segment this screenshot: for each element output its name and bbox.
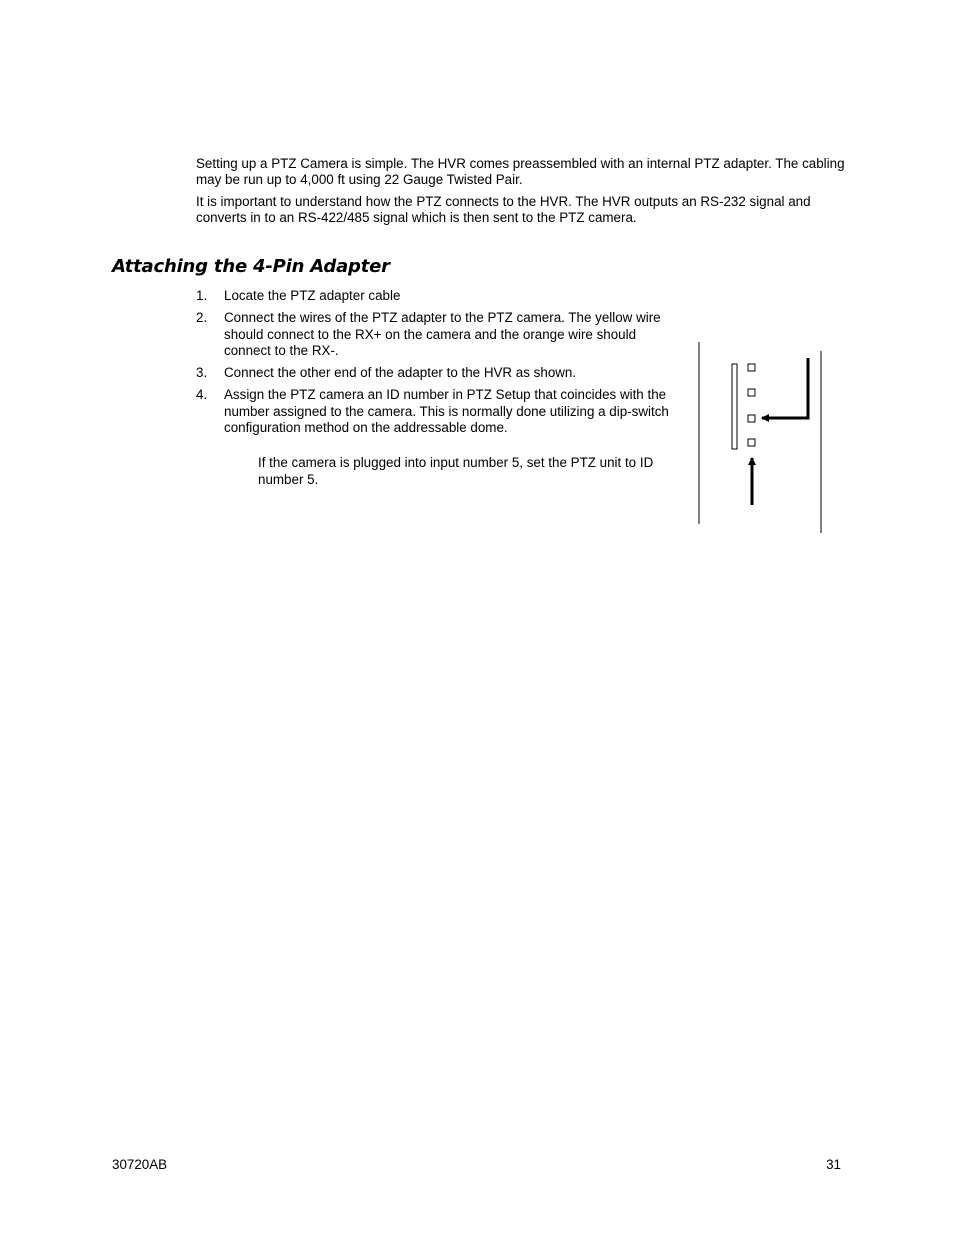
- pin-1: [748, 364, 755, 371]
- footer-page-number: 31: [826, 1157, 841, 1172]
- footer-doc-code: 30720AB: [112, 1157, 168, 1172]
- example-note: If the camera is plugged into input number 5, set the PTZ unit to ID number 5.: [258, 455, 654, 487]
- step-number: 1.: [196, 288, 208, 303]
- pin-4: [748, 439, 755, 446]
- pin-2: [748, 389, 755, 396]
- arrow-to-pin-3: [762, 358, 808, 418]
- step-number: 4.: [196, 387, 208, 402]
- step-text: Connect the wires of the PTZ adapter to the PTZ camera. The yellow wire should connect to the RX+ on the camera and the orange wire should connect to the RX-.: [224, 310, 661, 359]
- section-heading: Attaching the 4-Pin Adapter: [112, 256, 390, 277]
- pin-adapter-diagram: [690, 338, 830, 538]
- connector-housing: [732, 364, 737, 449]
- step-text: Connect the other end of the adapter to the HVR as shown.: [224, 365, 577, 380]
- step-text: Assign the PTZ camera an ID number in PTZ Setup that coincides with the number assigned to the camera. This is normally done utilizing a dip-switch configuration method on the addressable dome.: [224, 387, 669, 436]
- step-number: 3.: [196, 365, 208, 380]
- pin-adapter-svg: [690, 338, 830, 538]
- step-text: Locate the PTZ adapter cable: [224, 288, 401, 303]
- pin-3: [748, 415, 755, 422]
- step-number: 2.: [196, 310, 208, 325]
- intro-paragraph-2: It is important to understand how the PTZ connects to the HVR. The HVR outputs an RS-232 signal and converts in to an RS-422/485 signal which is then sent to the PTZ camera.: [196, 194, 811, 226]
- intro-paragraph-1: Setting up a PTZ Camera is simple. The HVR comes preassembled with an internal PTZ adapter. The cabling may be run up to 4,000 ft using 22 Gauge Twisted Pair.: [196, 156, 845, 188]
